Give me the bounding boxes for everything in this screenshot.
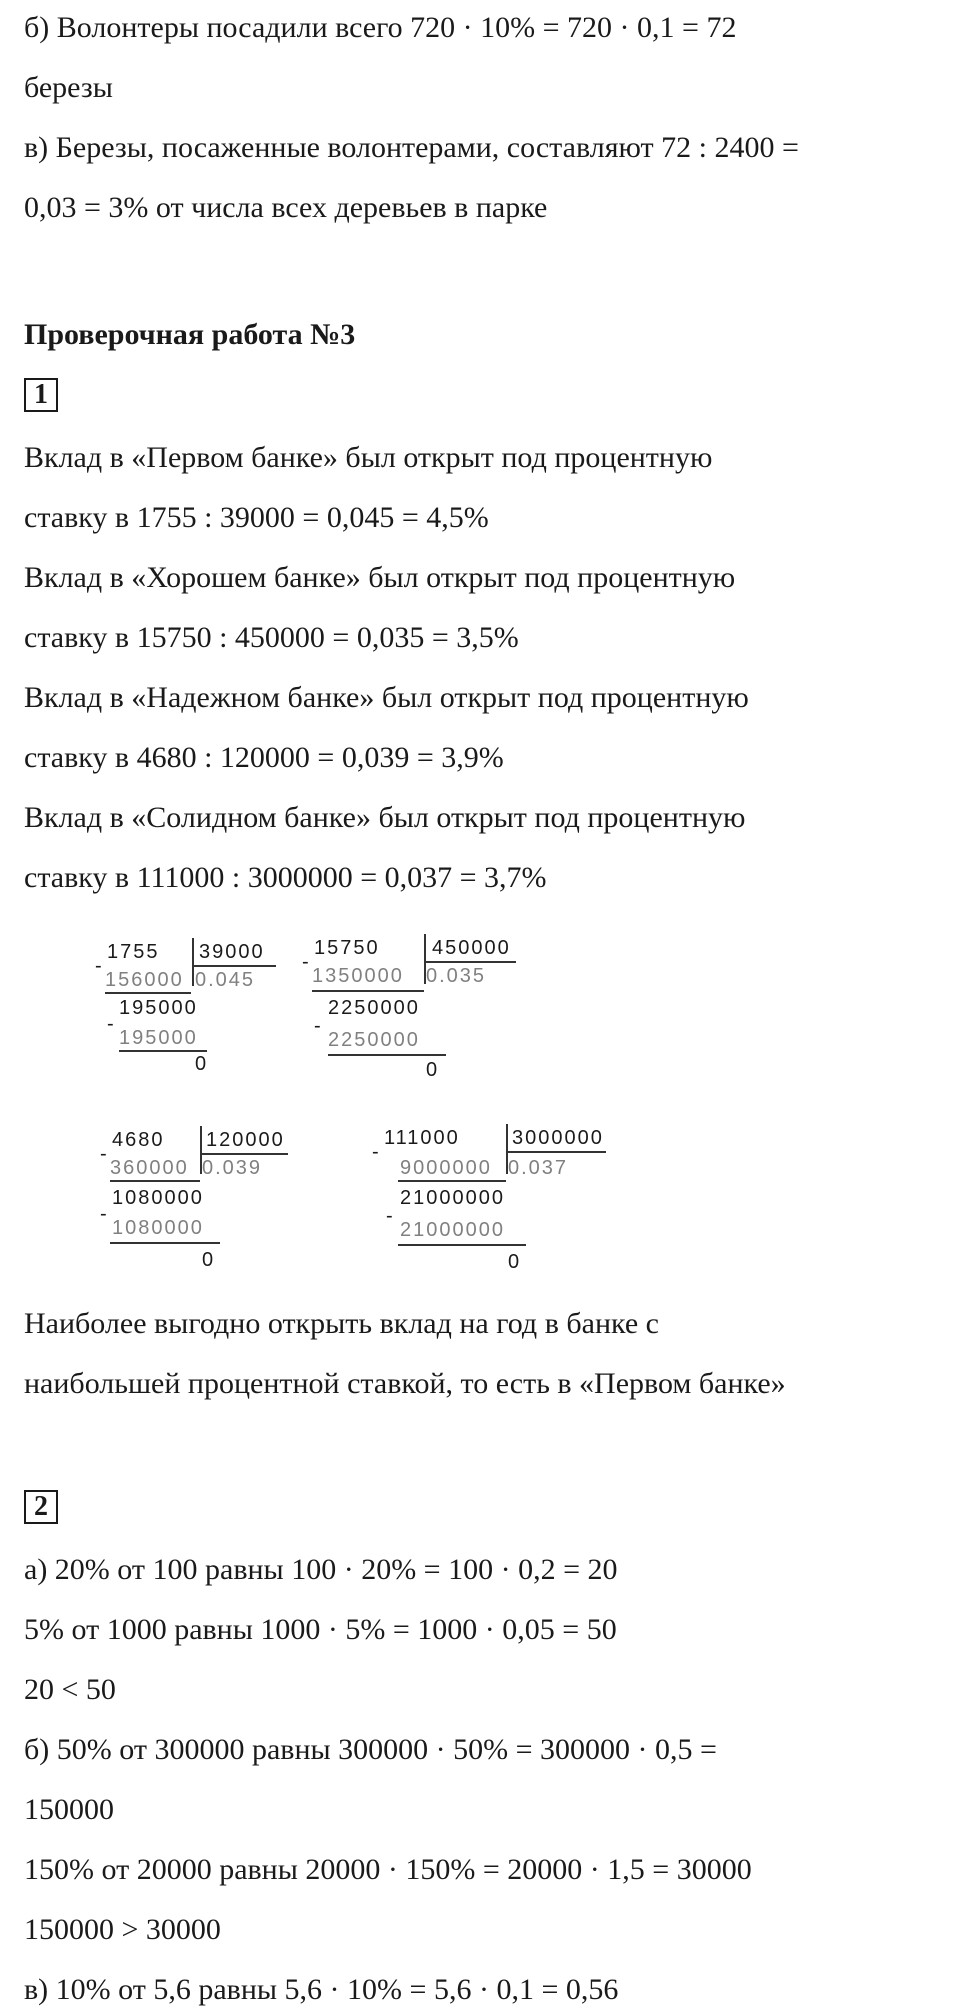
subtrahend: 2250000 (328, 1029, 420, 1051)
text-line: ставку в 15750 : 450000 = 0,035 = 3,5% (24, 621, 519, 654)
subtraction-line (105, 992, 191, 994)
divisor: 450000 (432, 937, 511, 959)
minus-sign: - (107, 1013, 116, 1035)
divisor: 120000 (206, 1129, 285, 1151)
minus-sign: - (95, 955, 104, 977)
divisor: 39000 (199, 941, 265, 963)
subtraction-line (110, 1242, 220, 1244)
section-title: Проверочная работа №3 (24, 318, 356, 351)
remainder: 0 (426, 1059, 440, 1081)
subtraction-line (312, 990, 424, 992)
subtrahend: 360000 (110, 1157, 189, 1179)
minus-sign: - (302, 951, 311, 973)
subtraction-line (398, 1180, 506, 1182)
text-line: 20 < 50 (24, 1673, 116, 1706)
divisor-line (424, 961, 516, 963)
text-line: Наиболее выгодно открыть вклад на год в банке с (24, 1307, 659, 1340)
dividend: 111000 (384, 1127, 460, 1149)
remainder: 0 (202, 1249, 216, 1271)
text-line: Вклад в «Хорошем банке» был открыт под процентную (24, 561, 736, 594)
text-line: а) 20% от 100 равны 100 · 20% = 100 · 0,2 = 20 (24, 1553, 618, 1586)
quotient: 0.039 (202, 1157, 263, 1179)
remainder: 0 (508, 1251, 522, 1273)
subtrahend: 1350000 (312, 965, 404, 987)
text-line: ставку в 4680 : 120000 = 0,039 = 3,9% (24, 741, 504, 774)
text-line: Вклад в «Солидном банке» был открыт под процентную (24, 801, 746, 834)
text-line: 150000 > 30000 (24, 1913, 221, 1946)
subtraction-line (328, 1054, 446, 1056)
text-line: б) 50% от 300000 равны 300000 · 50% = 300000 · 0,5 = (24, 1733, 717, 1766)
long-division-1 (95, 938, 285, 1098)
task-number-badge: 2 (24, 1490, 58, 1524)
remainder: 0 (195, 1053, 209, 1075)
long-division-4 (372, 1124, 622, 1284)
minus-sign: - (100, 1203, 109, 1225)
text-line: ставку в 111000 : 3000000 = 0,037 = 3,7% (24, 861, 547, 894)
text-line: ставку в 1755 : 39000 = 0,045 = 4,5% (24, 501, 489, 534)
quotient: 0.045 (195, 969, 256, 991)
text-line: 150% от 20000 равны 20000 · 150% = 20000 · 1,5 = 30000 (24, 1853, 752, 1886)
subtrahend: 156000 (105, 969, 184, 991)
remainder-step: 2250000 (328, 997, 420, 1019)
subtraction-line (119, 1050, 207, 1052)
divisor-line (200, 1153, 288, 1155)
subtrahend: 21000000 (400, 1219, 505, 1241)
minus-sign: - (314, 1015, 323, 1037)
dividend: 1755 (107, 941, 160, 963)
dividend: 4680 (112, 1129, 165, 1151)
text-line: 150000 (24, 1793, 114, 1826)
subtrahend: 1080000 (112, 1217, 204, 1239)
text-line: 0,03 = 3% от числа всех деревьев в парке (24, 191, 548, 224)
text-line: Вклад в «Надежном банке» был открыт под процентную (24, 681, 749, 714)
text-line: наибольшей процентной ставкой, то есть в «Первом банке» (24, 1367, 786, 1400)
division-bracket (192, 938, 194, 986)
dividend: 15750 (314, 937, 380, 959)
text-line: березы (24, 71, 113, 104)
minus-sign: - (372, 1141, 381, 1163)
divisor-line (506, 1151, 606, 1153)
text-line: в) Березы, посаженные волонтерами, составляют 72 : 2400 = (24, 131, 799, 164)
quotient: 0.037 (508, 1157, 569, 1179)
minus-sign: - (386, 1205, 395, 1227)
long-division-2 (302, 934, 532, 1094)
subtraction-line (398, 1244, 526, 1246)
divisor-line (192, 965, 276, 967)
subtrahend: 195000 (119, 1027, 198, 1049)
long-division-3 (100, 1126, 310, 1286)
minus-sign: - (100, 1143, 109, 1165)
remainder-step: 21000000 (400, 1187, 505, 1209)
text-line: 5% от 1000 равны 1000 · 5% = 1000 · 0,05 = 50 (24, 1613, 617, 1646)
subtraction-line (110, 1180, 200, 1182)
subtrahend: 9000000 (400, 1157, 492, 1179)
divisor: 3000000 (512, 1127, 604, 1149)
remainder-step: 1080000 (112, 1187, 204, 1209)
task-number-badge: 1 (24, 378, 58, 412)
quotient: 0.035 (426, 965, 487, 987)
text-line: б) Волонтеры посадили всего 720 · 10% = 720 · 0,1 = 72 (24, 11, 737, 44)
remainder-step: 195000 (119, 997, 198, 1019)
text-line: в) 10% от 5,6 равны 5,6 · 10% = 5,6 · 0,1 = 0,56 (24, 1973, 619, 2006)
text-line: Вклад в «Первом банке» был открыт под процентную (24, 441, 713, 474)
